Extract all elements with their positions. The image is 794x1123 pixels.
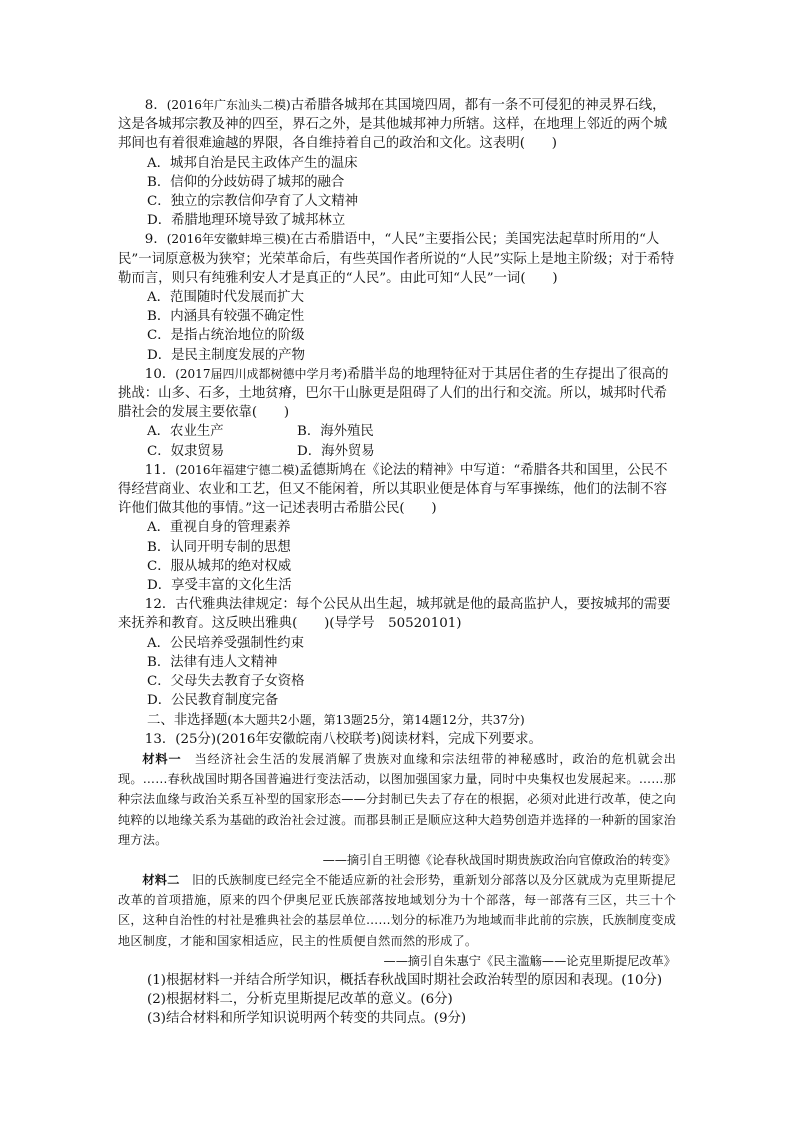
question-source: (2016年安徽蚌埠三模): [166, 232, 291, 247]
question-10-stem: [118, 365, 676, 423]
option-9d: D．是民主制度发展的产物: [147, 347, 306, 363]
material-1: [118, 749, 676, 850]
material-label: 材料二: [142, 872, 180, 887]
question-number: 12．: [144, 597, 176, 613]
option-9b: B．内涵具有较强不确定性: [147, 309, 305, 325]
question-text: 希腊半岛的地理特征对于其居住者的生存提出了很高的挑战：山多、石多，土地贫瘠，巴尔干山脉更是阻碍了人们的出行和交流。所以，城邦时代希腊社会的发展主要依靠( ): [118, 366, 669, 421]
option-8c: C．独立的宗教信仰孕育了人文精神: [147, 194, 359, 210]
page-body: [118, 96, 676, 1028]
option-10a: A．农业生产: [147, 424, 224, 440]
question-11-stem: [118, 461, 676, 519]
material-text: 旧的氏族制度已经完全不能适应新的社会形势，重新划分部落以及分区就成为克里斯提尼改革的首项措施，原来的四个伊奥尼亚氏族部落按地域划分为十个部落，每一部落有三区，共三十个区，这种自治性的村社是雅典社会的基层单位……划分的标准乃为地域而非此前的宗族，氏族制度变成地区制度，才能和国家相适应，民主的性质便自然而然的形成了。: [118, 872, 676, 948]
material-2-source: ——摘引自朱惠宁《民主滥觞——论克里斯提尼改革》: [383, 953, 676, 968]
option-11a: A．重视自身的管理素养: [147, 520, 291, 536]
question-number: 13．: [144, 731, 176, 747]
question-number: 8．: [144, 98, 167, 113]
option-11d: D．享受丰富的文化生活: [147, 578, 292, 594]
option-8b: B．信仰的分歧妨碍了城邦的融合: [147, 174, 345, 190]
option-8a: A．城邦自治是民主政体产生的温床: [147, 155, 358, 171]
material-1-source: ——摘引自王明德《论春秋战国时期贵族政治向官僚政治的转变》: [322, 852, 676, 867]
question-text: 孟德斯鸠在《论法的精神》中写道：“希腊各共和国里，公民不得经营商业、农业和工艺，但又不能闲着，所以其职业便是体育与军事操练，他们的法制不容许他们做其他的事情。”这一记述表明古希腊公民( ): [118, 462, 668, 517]
option-11c: C．服从城邦的绝对权威: [147, 558, 292, 574]
option-11b: B．认同开明专制的思想: [147, 539, 291, 555]
option-10d: D．海外贸易: [297, 443, 375, 459]
question-text: 阅读材料，完成下列要求。: [381, 731, 542, 747]
option-12c: C．父母失去教育子女资格: [147, 674, 305, 690]
material-2: [118, 870, 676, 951]
option-9a: A．范围随时代发展而扩大: [147, 290, 304, 306]
section-title: 二、非选择题: [147, 712, 228, 728]
option-12a: A．公民培养受强制性约束: [147, 635, 304, 651]
question-source: (2016年广东汕头二模): [166, 98, 291, 112]
sub-question-1: (1)根据材料一并结合所学知识，概括春秋战国时期社会政治转型的原因和表现。(10分): [147, 972, 663, 988]
question-number: 10．: [144, 366, 176, 382]
section-heading: [118, 711, 676, 730]
sub-question-2: (2)根据材料二，分析克里斯提尼改革的意义。(6分): [147, 991, 453, 1007]
question-source: (2016年福建宁德二模): [175, 462, 300, 477]
question-number: 9．: [144, 232, 167, 248]
question-text: 在古希腊语中，“人民”主要指公民；美国宪法起草时所用的“人民”一词原意极为狭窄；光荣革命后，有些英国作者所说的“人民”实际上是地主阶级；对于希特勒而言，则只有纯雅利安人才是真正的“人民”。由此可知“人民”一词( ): [118, 232, 675, 286]
question-12-stem: [118, 595, 676, 633]
question-8-stem: [118, 96, 676, 154]
question-text: 古希腊各城邦在其国境四周，都有一条不可侵犯的神灵界石线，这是各城邦宗教及神的四至，界石之外，是其他城邦神力所辖。这样，在地理上邻近的两个城邦间也有着很难逾越的界限，各自维持着自己的政治和文化。这表明( ): [118, 98, 668, 152]
option-12d: D．公民教育制度完备: [147, 693, 279, 709]
sub-question-3: (3)结合材料和所学知识说明两个转变的共同点。(9分): [147, 1011, 467, 1027]
material-label: 材料一: [142, 751, 182, 766]
question-13-stem: [118, 730, 676, 749]
option-12b: B．法律有违人文精神: [147, 654, 278, 670]
option-8d: D．希腊地理环境导致了城邦林立: [147, 213, 346, 229]
question-text: 古代雅典法律规定：每个公民从出生起，城邦就是他的最高监护人，要按城邦的需要来抚养和教育。这反映出雅典( )(导学号 50520101): [118, 597, 671, 632]
option-10b: B．海外殖民: [297, 424, 374, 440]
option-10c: C．奴隶贸易: [147, 443, 225, 459]
options-10-row-2: [118, 442, 676, 461]
option-9c: C．是指占统治地位的阶级: [147, 328, 305, 344]
options-10-row-1: [118, 422, 676, 441]
material-text: 当经济社会生活的发展消解了贵族对血缘和宗法纽带的神秘感时，政治的危机就会出现。……春秋战国时期各国普遍进行变法活动，以图加强国家力量，同时中央集权也发展起来。……那种宗法血缘与政治关系互补型的国家形态——分封制已失去了存在的根据，必须对此进行改革，使之向纯粹的以地缘关系为基础的政治社会过渡。而郡县制正是顺应这种大趋势创造并选择的一种新的国家治理方法。: [118, 751, 676, 847]
section-note: (本大题共2小题，第13题25分，第14题12分，共37分): [227, 712, 525, 727]
question-number: 11．: [144, 462, 176, 478]
question-score: (25分): [175, 731, 217, 747]
question-source: (2017届四川成都树德中学月考): [175, 366, 348, 381]
question-source: (2016年安徽皖南八校联考): [216, 731, 382, 747]
question-9-stem: [118, 230, 676, 288]
